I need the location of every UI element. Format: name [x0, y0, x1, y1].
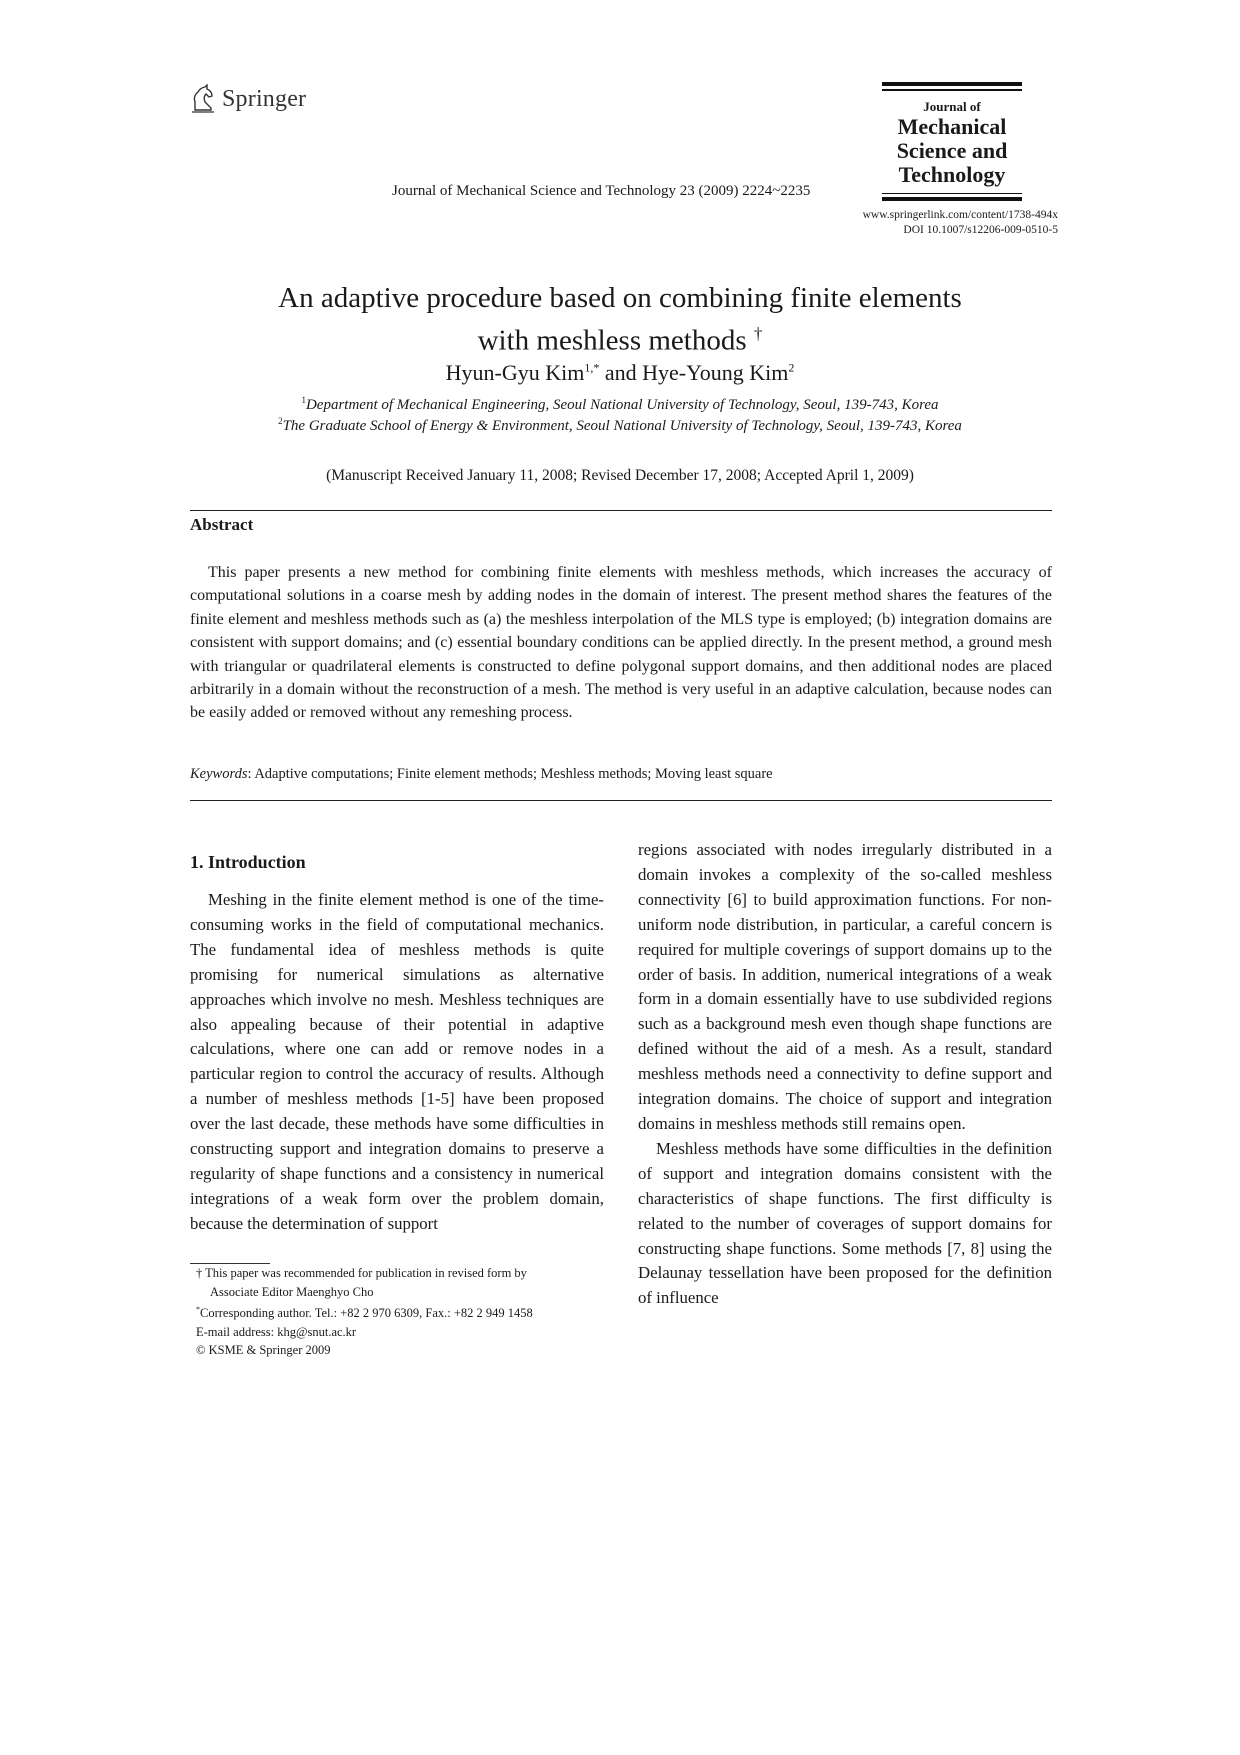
- intro-paragraph-1: Meshing in the finite element method is one of the time-consuming works in the field of computational mechanics. The fundamental idea of meshless methods is quite promising for numerical simulations as alternative approaches which involve no mesh. Meshless techniques are also appealing because of their potential in adaptive calculations, where one can add or remove nodes in a particular region to control the accuracy of results. Although a number of meshless methods [1-5] have been proposed over the last decade, these methods have some difficulties in constructing support and integration domains to preserve a regularity of shape functions and a consistency in numerical integrations of a weak form over the problem domain, because the determination of support: [190, 890, 604, 1233]
- intro-paragraph-1-cont: regions associated with nodes irregularly distributed in a domain invokes a complexity of the so-called meshless connectivity [6] to build approximation functions. For non-uniform node distribution, in particular, a careful concern is required for multiple coverings of support domains up to the order of basis. In addition, numerical integrations of a weak form in a domain essentially have to use subdivided regions such as a background mesh even though shape functions are defined without the aid of a mesh. As a result, standard meshless methods need a connectivity to define support and integration domains. The choice of support and integration domains in meshless methods still remains open.: [638, 840, 1052, 1133]
- doi: DOI 10.1007/s12206-009-0510-5: [903, 224, 1058, 236]
- affiliation-2: [0, 416, 1240, 435]
- author-2-affil: 2: [788, 360, 795, 375]
- left-column: [190, 888, 604, 1237]
- author-list: [0, 360, 1240, 386]
- footnote-1-line-1: This paper was recommended for publication in revised form by: [202, 1266, 527, 1280]
- title-dagger: †: [753, 324, 763, 343]
- article-links: [863, 208, 1058, 238]
- affiliation-1-text: Department of Mechanical Engineering, Seoul National University of Technology, Seoul, 139-743, Korea: [305, 397, 939, 413]
- masthead-journal-of: Journal of: [923, 98, 981, 114]
- author-2: Hye-Young Kim: [642, 360, 789, 385]
- author-joiner: and: [599, 360, 643, 385]
- publisher-name: Springer: [222, 85, 307, 112]
- footnote-2-mark: *: [196, 1305, 200, 1314]
- journal-citation: Journal of Mechanical Science and Technology 23 (2009) 2224~2235: [392, 183, 811, 199]
- masthead-mechanical: Mechanical: [897, 113, 1007, 139]
- abstract-text: This paper presents a new method for combining finite elements with meshless methods, which increases the accuracy of computational solutions in a coarse mesh by adding nodes in the domain of interest. The present method shares the features of the finite element and meshless methods such as (a) the meshless interpolation of the MLS type is employed; (b) integration domains are consistent with support domains; and (c) essential boundary conditions can be applied directly. In the present method, a ground mesh with triangular or quadrilateral elements is constructed to define polygonal support domains, and then additional nodes are placed arbitrarily in a domain without the reconstruction of a mesh. The method is very useful in an adaptive calculation, because nodes can be easily added or removed without any remeshing process.: [190, 564, 1052, 722]
- abstract-heading: Abstract: [190, 515, 254, 534]
- affiliation-2-text: The Graduate School of Energy & Environment, Seoul National University of Technology, Seoul, 139-743, Korea: [282, 418, 962, 434]
- masthead-top-thin-rule: [882, 89, 1022, 91]
- title-line-1: An adaptive procedure based on combining finite elements: [278, 282, 962, 314]
- springer-logo: [190, 84, 306, 114]
- keywords-label: Keywords: [190, 766, 248, 782]
- footnote-1-mark: †: [196, 1266, 203, 1280]
- footnote-2-text: Corresponding author. Tel.: +82 2 970 6309, Fax.: +82 2 949 1458: [200, 1306, 533, 1321]
- springer-horse-icon: [190, 84, 216, 114]
- section-heading-introduction: 1. Introduction: [190, 852, 306, 872]
- footnote-1: [196, 1264, 604, 1283]
- footnote-email: E-mail address: khg@snut.ac.kr: [196, 1324, 357, 1339]
- keywords: [190, 766, 773, 783]
- manuscript-dates: (Manuscript Received January 11, 2008; Revised December 17, 2008; Accepted April 1, 2009): [326, 467, 914, 484]
- masthead-bottom-thin-rule: [882, 193, 1022, 195]
- affiliation-1: [0, 395, 1240, 414]
- affiliation-2-mark: 2: [278, 416, 283, 426]
- abstract-bottom-rule: [190, 800, 1052, 801]
- footnotes: [196, 1264, 604, 1360]
- masthead-technology: Technology: [898, 161, 1006, 187]
- footnote-copyright: © KSME & Springer 2009: [196, 1343, 331, 1358]
- intro-paragraph-2: Meshless methods have some difficulties in the definition of support and integration domains consistent with the characteristics of shape functions. The first difficulty is related to the number of coverages of support domains for constructing shape functions. Some methods [7, 8] using the Delaunay tessellation have been proposed for the definition of influence: [638, 1138, 1052, 1308]
- abstract-top-rule: [190, 510, 1052, 511]
- author-1: Hyun-Gyu Kim: [445, 360, 585, 385]
- right-column: [638, 838, 1052, 1311]
- footnote-1-line-2: Associate Editor Maenghyo Cho: [210, 1284, 374, 1299]
- affiliation-1-mark: 1: [301, 395, 306, 405]
- springerlink-url: www.springerlink.com/content/1738-494x: [862, 209, 1058, 221]
- title-line-2: [0, 316, 1240, 359]
- paper-title: [0, 280, 1240, 359]
- title-line-2-text: with meshless methods: [477, 324, 747, 357]
- footnote-2: [196, 1301, 604, 1323]
- masthead-science-and: Science and: [896, 137, 1008, 163]
- journal-masthead: [882, 82, 1022, 201]
- masthead-top-rule: [882, 82, 1022, 86]
- keywords-text: : Adaptive computations; Finite element methods; Meshless methods; Moving least square: [247, 766, 773, 782]
- masthead-bottom-rule: [882, 197, 1022, 201]
- author-1-affil: 1,*: [584, 360, 600, 375]
